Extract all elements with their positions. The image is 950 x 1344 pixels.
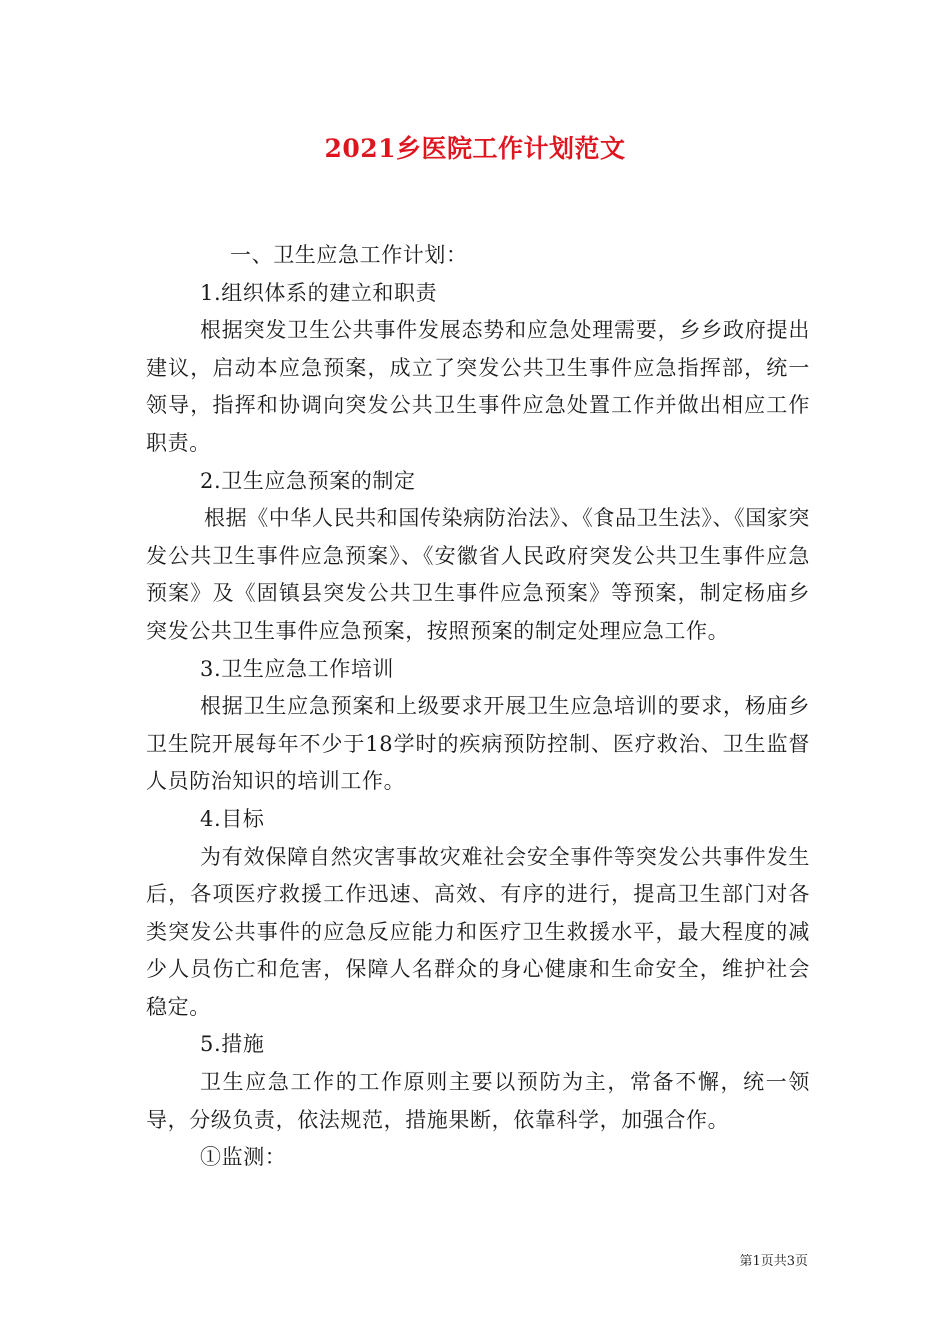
- item-heading-5: 5.措施: [200, 1032, 265, 1057]
- item-heading-3: 3.卫生应急工作培训: [200, 656, 395, 681]
- item-heading-2: 2.卫生应急预案的制定: [200, 468, 416, 493]
- item-paragraph-1: 根据突发卫生公共事件发展态势和应急处理需要，乡乡政府提出建议，启动本应急预案，成立了突发公共卫生事件应急指挥部，统一领导，指挥和协调向突发公共卫生事件应急处置工作并做出相应工作职责。: [146, 318, 810, 455]
- document-title: 2021乡医院工作计划范文: [324, 134, 626, 163]
- document-body: [146, 237, 810, 1177]
- item-heading-1: 1.组织体系的建立和职责: [200, 280, 438, 305]
- item-paragraph-2: 根据《中华人民共和国传染病防治法》、《食品卫生法》、《国家突发公共卫生事件应急预案》、《安徽省人民政府突发公共卫生事件应急预案》及《固镇县突发公共卫生事件应急预案》等预案，制定杨庙乡突发公共卫生事件应急预案，按照预案的制定处理应急工作。: [146, 506, 810, 643]
- item-paragraph-3: 根据卫生应急预案和上级要求开展卫生应急培训的要求，杨庙乡卫生院开展每年不少于18学时的疾病预防控制、医疗救治、卫生监督人员防治知识的培训工作。: [146, 694, 810, 794]
- item-paragraph-4: 为有效保障自然灾害事故灾难社会安全事件等突发公共事件发生后，各项医疗救援工作迅速、高效、有序的进行，提高卫生部门对各类突发公共事件的应急反应能力和医疗卫生救援水平，最大程度的减少人员伤亡和危害，保障人名群众的身心健康和生命安全，维护社会稳定。: [146, 844, 810, 1019]
- item-paragraph-5: 卫生应急工作的工作原则主要以预防为主，常备不懈，统一领导，分级负责，依法规范，措施果断，依靠科学，加强合作。: [146, 1070, 810, 1132]
- sub-item-monitoring: ①监测：: [200, 1145, 287, 1170]
- section-heading: 一、卫生应急工作计划：: [230, 243, 468, 267]
- item-heading-4: 4.目标: [200, 806, 265, 831]
- page-number-footer: 第1页共3页: [739, 1254, 808, 1269]
